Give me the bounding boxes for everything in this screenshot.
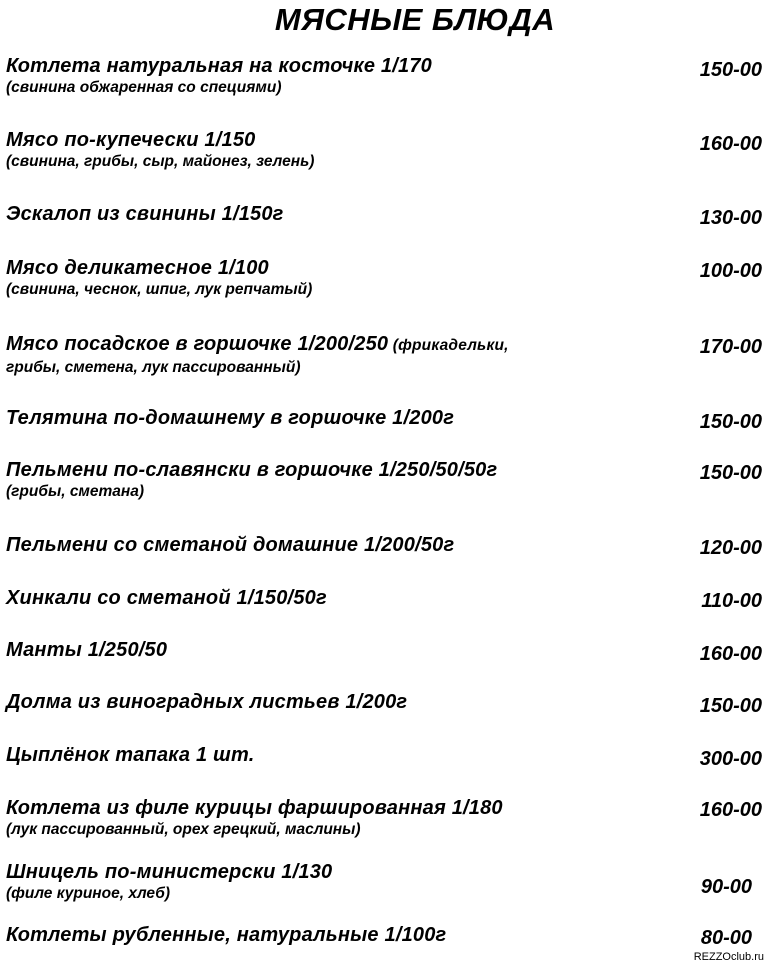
menu-item	[6, 860, 762, 904]
item-price: 150-00	[699, 411, 762, 433]
item-name: Манты 1/250/50	[6, 639, 168, 661]
item-price: 160-00	[699, 133, 762, 155]
menu-item	[6, 128, 762, 172]
item-description: (свинина, чеснок, шпиг, лук репчатый)	[6, 281, 313, 298]
item-price: 160-00	[699, 643, 762, 665]
item-note: (фрикадельки,	[388, 337, 509, 354]
menu-item	[6, 332, 762, 378]
item-price: 80-00	[700, 927, 752, 949]
menu-item	[6, 923, 762, 947]
item-price: 110-00	[701, 590, 762, 612]
item-name	[6, 332, 762, 358]
item-name: Мясо по-купечески 1/150	[6, 129, 256, 151]
menu-item	[6, 743, 762, 770]
item-name: Пельмени со сметаной домашние 1/200/50г	[6, 534, 455, 556]
menu-item	[6, 796, 762, 840]
item-name: Шницель по-министерски 1/130	[6, 861, 333, 883]
menu-item	[6, 638, 762, 665]
menu-item	[6, 533, 762, 557]
item-price: 100-00	[699, 260, 762, 282]
menu-item	[6, 406, 762, 433]
item-description: (грибы, сметана)	[6, 483, 145, 500]
menu-item	[6, 202, 762, 229]
item-name: Телятина по-домашнему в горшочке 1/200г	[6, 407, 455, 429]
menu-item	[6, 690, 762, 717]
item-price: 300-00	[699, 748, 762, 770]
item-description: (филе куриное, хлеб)	[6, 885, 170, 902]
item-name: Котлета натуральная на косточке 1/170	[6, 55, 432, 77]
watermark: REZZOclub.ru	[693, 951, 764, 963]
item-name: Мясо деликатесное 1/100	[6, 257, 269, 279]
menu-item	[6, 458, 762, 502]
item-price: 90-00	[700, 876, 752, 898]
menu-item	[6, 586, 762, 610]
item-description: (свинина, грибы, сыр, майонез, зелень)	[6, 153, 315, 170]
item-description: грибы, сметена, лук пассированный)	[6, 359, 301, 376]
item-name: Долма из виноградных листьев 1/200г	[6, 691, 408, 713]
item-price: 150-00	[699, 59, 762, 81]
menu-item	[6, 256, 762, 300]
item-name: Цыплёнок тапака 1 шт.	[6, 744, 255, 766]
item-price: 120-00	[699, 537, 762, 559]
menu-item	[6, 54, 762, 98]
item-description: (свинина обжаренная со специями)	[6, 79, 282, 96]
item-price: 160-00	[699, 799, 762, 821]
item-name: Эскалоп из свинины 1/150г	[6, 203, 284, 225]
item-price: 150-00	[699, 695, 762, 717]
menu-title: МЯСНЫЕ БЛЮДА	[274, 2, 556, 37]
item-name: Котлеты рубленные, натуральные 1/100г	[6, 924, 447, 946]
item-name-text: Мясо посадское в горшочке 1/200/250	[6, 333, 389, 355]
item-description: (лук пассированный, орех грецкий, маслины)	[6, 821, 361, 838]
item-price: 130-00	[699, 207, 762, 229]
item-price: 150-00	[699, 462, 762, 484]
item-name: Пельмени по-славянски в горшочке 1/250/50/50г	[6, 459, 498, 481]
item-name: Хинкали со сметаной 1/150/50г	[6, 587, 327, 609]
item-name: Котлета из филе курицы фаршированная 1/180	[6, 797, 503, 819]
item-price: 170-00	[699, 336, 762, 358]
